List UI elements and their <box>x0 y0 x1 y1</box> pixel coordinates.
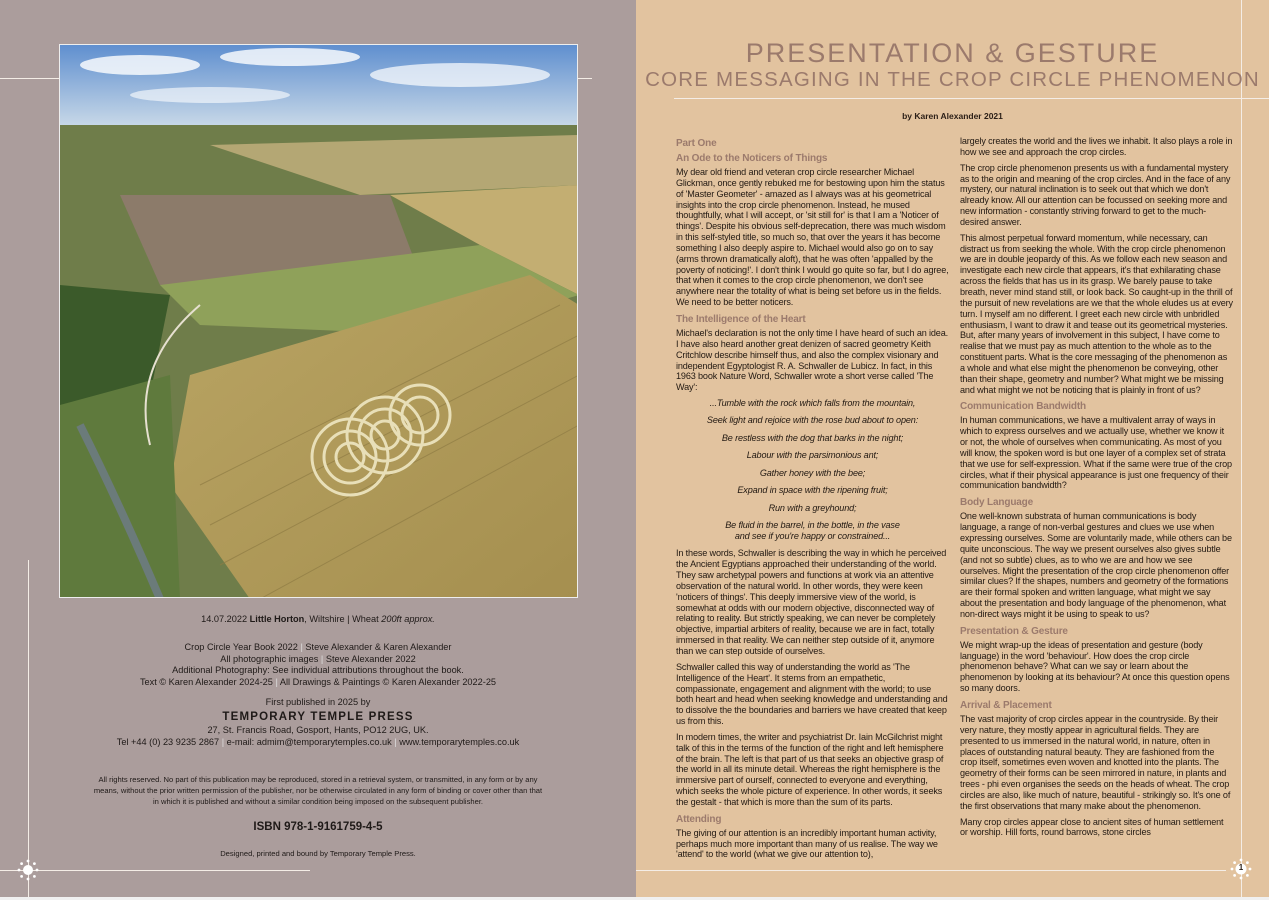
publisher-email[interactable]: e-mail: admim@temporarytemples.co.uk <box>226 736 392 747</box>
text-column-1 <box>676 136 949 866</box>
publisher-phone: Tel +44 (0) 23 9235 2867 <box>116 736 220 747</box>
verse-line: Gather honey with the bee; <box>759 467 866 478</box>
verse-line: Be restless with the dog that barks in the night; <box>721 432 904 443</box>
photo-caption <box>0 614 636 626</box>
paragraph: In these words, Schwaller is describing the way in which he perceived the Ancient Egyptians approached their understanding of the world. They saw archetypal powers and functions at work via an attentive observation of the natural world. In other words, they were keen 'noticers of things'. This deeply immersive view of the world, is somewhat at odds with our modern objective, disconnected way of relating to reality. But strictly speaking, we can never be completely objective, impartial arbiters of reality, because we are in fact, totally immersed in that reality. We can neither step outside of it, anymore than we can step outside of ourselves. <box>676 548 947 656</box>
section-heading: Communication Bandwidth <box>960 401 1086 413</box>
part-heading: Part One <box>676 138 717 149</box>
isbn: ISBN 978-1-9161759-4-5 <box>253 821 383 833</box>
designed-by: Designed, printed and bound by Temporary Temple Press. <box>220 849 416 858</box>
guide-line <box>1241 0 1242 897</box>
verse-line: Run with a greyhound; <box>768 502 857 513</box>
paragraph: The vast majority of crop circles appear in the countryside. By their very nature, they mostly appear in agricultural fields. They are presented to us immersed in the natural world, in nature, often in places of outstanding natural beauty. They are fashioned from the crop itself, sometimes even woven and knotted into the plants. The geometry of their forms can be seen mirrored in nature, in plants and trees - phi even organises the seeds on the heads of wheat. The crop circles are also, like much of nature, beautiful - strikingly so. It's one of the first observations that many make about the phenomenon. <box>960 713 1231 811</box>
section-heading: An Ode to the Noticers of Things <box>676 153 828 164</box>
verse-line: Expand in space with the ripening fruit; <box>737 485 888 496</box>
credit-additional: Additional Photography: See individual attributions throughout the book. <box>172 665 464 675</box>
paragraph: Michael's declaration is not the only time I have heard of such an idea. I have also heard another great denizen of sacred geometry Keith Critchlow describe himself thus, and also the complex visionary and independent Egyptologist R. A. Schwaller de Lubicz. In fact, in this 1963 book Nature Word, Schwaller wrote a short verse called 'The Way': <box>676 327 948 393</box>
paragraph: One well-known substrata of human communications is body language, a range of non-verbal gestures and clues we use when expressing ourselves. Some are voluntarily made, while others can be quite unconscious. The way we present ourselves also gives subtle (and not so subtle) clues, as to who we are and how we see ourselves. Might the presentation of the crop circle phenomenon offer similar clues? If the shapes, numbers and geometry of the formations are their formal spoken and written language, what might we say about the presentation and body language of the phenomenon, what non-direct ways might it be using to speak to us? <box>960 511 1232 619</box>
paragraph: Schwaller called this way of understanding the world as 'The Intelligence of the Heart'. It stems from an empathetic, compassionate, engagement and alignment with the world; to use both heart and head when seeking knowledge and understanding and to dissolve the the boundaries and barriers we have created that keep us from this. <box>676 661 948 727</box>
publisher-name: TEMPORARY TEMPLE PRESS <box>222 710 414 723</box>
guide-line <box>0 78 60 79</box>
caption-size: 200ft approx. <box>381 614 435 624</box>
guide-line <box>578 78 592 79</box>
guide-line <box>0 870 310 871</box>
paragraph: In human communications, we have a multivalent array of ways in which to express ourselves and we actually use, whether we know it or not, the whole of ourselves when communicating. As most of you will know, the spoken word is but one layer of a complex set of strata that we use for self-expression. What if the same were true of the crop circles, what if their physical appearance is just one frequency of their communication bandwidth? <box>960 415 1232 491</box>
paragraph: We might wrap-up the ideas of presentation and gesture (body language) in the word 'behaviour'. How does the crop circle phenomenon behave? What can we say or learn about the phenomenon by looking at its behaviour? At once this question opens so many doors. <box>960 639 1230 694</box>
paragraph-continued: largely creates the world and the lives we inhabit. It also plays a role in how we see and approach the crop circles. <box>960 136 1233 157</box>
paragraph: In modern times, the writer and psychiatrist Dr. Iain McGilchrist might talk of this in the terms of the function of the right and left hemisphere of the brain. The left is that part of us that seeks an objective grasp of the world in all its minute detail. Whereas the right hemisphere is the immersive part of ourself, connected to everyone and everything, which seeks the whole picture of experience. In other words, it seeks the gestalt - that which is more than the sum of its parts. <box>676 731 944 807</box>
rights-notice: All rights reserved. No part of this publication may be reproduced, stored in a retrieval system, or transmitted, in any form or by any means, without the prior written permission of the publisher, nor be otherwise circulated in any form of binding or cover other than that in which it is published and without a similar condition being imposed on the subsequent publisher. <box>93 775 543 806</box>
credit-drawings: All Drawings & Paintings © Karen Alexander 2022-25 <box>279 676 497 687</box>
aerial-crop-circle-photo <box>59 44 578 598</box>
verse-line: Seek light and rejoice with the rose bud about to open: <box>706 415 919 426</box>
page-number: 1 <box>1238 863 1244 872</box>
credit-photos: All photographic images <box>220 653 319 664</box>
paragraph: This almost perpetual forward momentum, while necessary, can distract us from seeking the whole. With the crop circle phenomenon we are in double jeopardy of this. As we follow each new season and investigate each new circle that appears, it's that exhilarating chase across the fields that has us in its grasp. We barely pause to take breath, never mind stand still, or look back. So caught-up in the thrill of the pursuit of new revelations are we that the whole eludes us at every turn. I myself am no different. I greet each new circle with unbridled enthusiasm, I want to draw it and tease out its geometrical mysteries. But, after many years of involvement in this subject, I have come to realise that we must pay as much attention to the whole as to the constituent parts. What is the core messaging of the phenomenon as a whole and what else might the phenomenon be conveying, other than their shape, geometry and number? What might we be missing and what might we not be noticing that is plainly in front of us? <box>960 232 1233 395</box>
credit-book: Crop Circle Year Book 2022 <box>184 642 298 652</box>
verse <box>676 398 949 542</box>
section-heading: Attending <box>676 813 722 825</box>
text-column-2 <box>960 136 1233 843</box>
caption-date: 14.07.2022 <box>201 614 248 624</box>
guide-line <box>636 870 1226 871</box>
credit-text: Text © Karen Alexander 2024-25 <box>139 676 273 687</box>
section-heading: The Intelligence of the Heart <box>676 313 806 325</box>
sun-ornament-icon <box>17 859 39 881</box>
verse-line: ...Tumble with the rock which falls from the mountain, <box>709 398 916 409</box>
guide-line <box>674 98 1269 99</box>
publisher-address: 27, St. Francis Road, Gosport, Hants, PO12 2UG, UK. <box>207 725 429 735</box>
section-heading: Body Language <box>960 497 1034 509</box>
paragraph: The crop circle phenomenon presents us with a fundamental mystery as to the origin and meaning of the crop circles. And in the face of any mystery, our natural inclination is to seek out that which we don't already know. All our attention can be focussed on seeking more and new information - constantly striving forward to get to the much-desired answer. <box>960 162 1231 227</box>
verse-line: Labour with the parsimonious ant; <box>746 450 879 461</box>
caption-place: Little Horton <box>249 614 305 624</box>
byline: by Karen Alexander 2021 <box>902 111 1003 121</box>
credit-photographer: Steve Alexander 2022 <box>325 653 416 664</box>
article-subtitle: CORE MESSAGING IN THE CROP CIRCLE PHENOMENON <box>645 68 1260 91</box>
paragraph: The giving of our attention is an incredibly important human activity, perhaps much more important than many of us realise. The way we 'attend' to the world (what we give our attention to), <box>676 827 938 860</box>
paragraph: My dear old friend and veteran crop circle researcher Michael Glickman, once gently rebuked me for bestowing upon him the status of 'Master Geometer' - amazed as I always was at his geometrical insights into the crop circle phenomenon. Instead, he mused thoughtfully, what I will accept, or 'sit still for' is that I am a 'Noticer of things'. Despite his obvious self-deprecation, there was much wisdom in this self-styled title, so much so, that over the years it has become something I also deeply aspire to. Michael would also go on to say (arms thrown dramatically aloft), that he was often 'appalled by the poverty of noticing!'. I don't think I would go quite so far, but I do agree, that when it comes to the crop circle phenomenon, we don't see anywhere near the totality of what is being set before us in the fields. We need to be better noticers. <box>676 167 949 308</box>
credit-authors: Steve Alexander & Karen Alexander <box>305 642 452 652</box>
paragraph: Many crop circles appear close to ancient sites of human settlement or worship. Hill forts, round barrows, stone circles <box>960 816 1224 838</box>
article-title: PRESENTATION & GESTURE <box>745 38 1160 68</box>
first-published: First published in 2025 by <box>265 697 371 707</box>
credits: Crop Circle Year Book 2022 | Steve Alexander & Karen Alexander All photographic images | Steve Alexander 2022 Additional Photography: See individual attributions throughout the book. Text © Karen Alexander 2024-25 | All Drawings & Paintings © Karen Alexander 2022-25 First published in 2025 by TEMPORARY TEMPLE PRESS 27, St. Francis Road, Gosport, Hants, PO12 2UG, UK. Tel +44 (0) 23 9235 2867 | e-mail: admim@temporarytemples.co.uk | www.temporarytemples.co.uk <box>0 642 636 748</box>
verse-line: Be fluid in the barrel, in the bottle, in the vase <box>725 520 900 531</box>
section-heading: Presentation & Gesture <box>960 625 1068 637</box>
publisher-website[interactable]: www.temporarytemples.co.uk <box>399 736 520 747</box>
verse-line: and see if you're happy or constrained... <box>734 530 891 541</box>
page-number-badge <box>1230 858 1252 880</box>
section-heading: Arrival & Placement <box>960 699 1052 711</box>
caption-county: , Wiltshire | Wheat <box>304 614 382 624</box>
